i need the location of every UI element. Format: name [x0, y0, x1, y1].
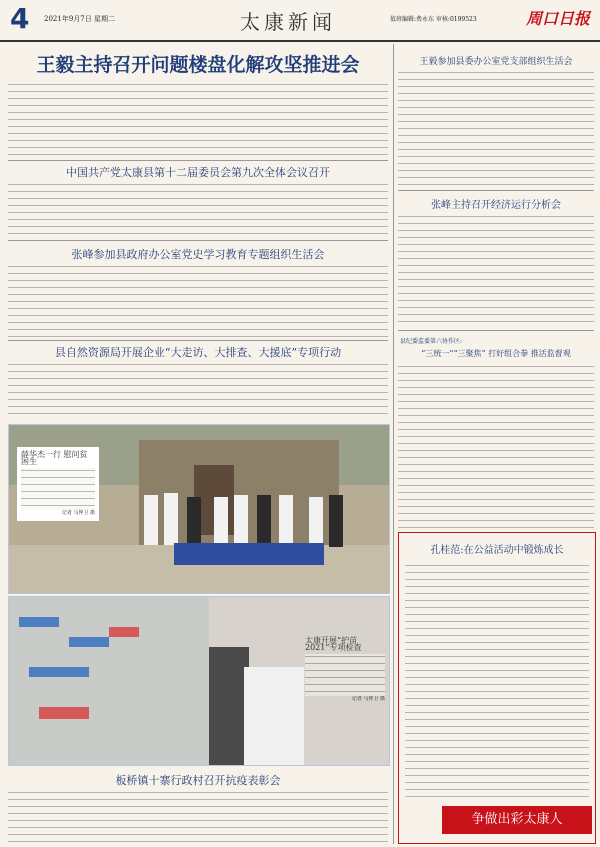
kicker-supervision: 县纪委监委第六协作区:	[400, 338, 463, 345]
slogan-banner-button[interactable]: 争做出彩太康人	[442, 806, 592, 834]
divider	[8, 160, 388, 161]
newspaper-brand: 周口日报	[525, 9, 590, 28]
photo-visit	[8, 424, 390, 594]
article-body	[8, 182, 388, 238]
article-body	[8, 790, 388, 844]
divider	[8, 240, 388, 241]
photo-caption-box	[305, 637, 385, 703]
photo-credit: 记者 马仲卫 摄	[351, 696, 385, 702]
headline-main: 王毅主持召开问题楼盘化解攻坚推进会	[36, 54, 360, 76]
headline-resources: 县自然资源局开展企业“大走访、大排查、大援底”专项行动	[54, 346, 342, 359]
article-body	[8, 264, 388, 338]
article-body	[405, 563, 589, 799]
divider	[398, 190, 594, 191]
article-body	[8, 362, 388, 418]
headline-plenary: 中国共产党太康县第十二届委员会第九次全体会议召开	[66, 166, 330, 179]
headline-volunteer: 孔桂范:在公益活动中锻炼成长	[430, 545, 564, 556]
column-divider	[393, 44, 394, 844]
issue-date: 2021年9月7日 星期二	[44, 15, 115, 23]
photo-caption-title: 薛华杰一行 慰问贫困生	[21, 450, 88, 466]
article-body	[398, 214, 594, 326]
photo-caption-text	[21, 468, 95, 510]
headline-party-branch: 王毅参加县委办公室党支部组织生活会	[419, 57, 573, 67]
masthead	[0, 0, 600, 42]
headline-banqiao: 板桥镇十寨行政村召开抗疫表彰会	[115, 774, 281, 787]
photo-inspection	[8, 596, 390, 766]
section-title: 太康新闻	[240, 10, 336, 34]
photo-caption-box	[17, 447, 99, 521]
page-number: 4	[10, 2, 30, 35]
photo-caption-title: 太康开展“护苗 2021”专项检查	[305, 636, 362, 652]
photo-credit: 记者 马仲卫 摄	[61, 510, 95, 516]
photo-caption-text	[305, 654, 385, 696]
headline-supervision: “三统一”“三聚焦” 打好组合拳 推活监督观	[421, 349, 571, 358]
article-body	[398, 70, 594, 186]
feature-box	[398, 532, 596, 844]
editor-info: 值班编辑:费永东 审核:0199523	[390, 16, 477, 23]
divider	[398, 330, 594, 331]
headline-meeting: 张峰参加县政府办公室党史学习教育专题组织生活会	[71, 248, 325, 261]
divider	[8, 340, 388, 341]
article-body	[8, 82, 388, 158]
article-body	[398, 364, 594, 528]
headline-economy: 张峰主持召开经济运行分析会	[431, 200, 561, 211]
